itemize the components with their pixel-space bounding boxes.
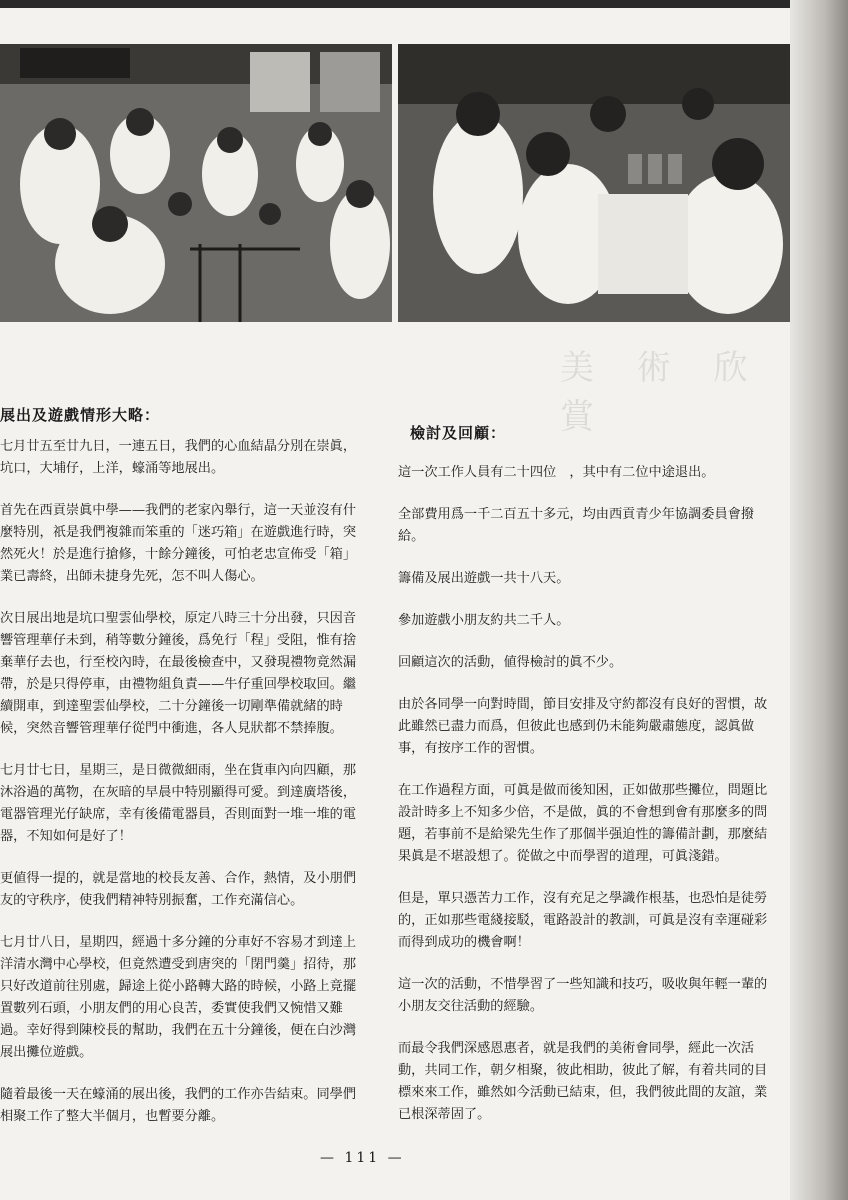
left-column — [0, 436, 368, 1148]
paragraph: 這一次的活動，不惜學習了一些知識和技巧，吸收與年輕一輩的小朋友交往活動的經驗。 — [398, 977, 768, 1014]
paragraph: 次日展出地是坑口聖雲仙學校，原定八時三十分出發，只因音響管理華仔未到，稍等數分鐘後，爲免行「程」受阻，惟有捨棄華仔去也，行至校內時，在最後檢查中，又發現禮物竟然漏帶，於是只得停車，由禮物組負責——牛仔重回學校取回。繼續開車，到達聖雲仙學校，二十分鐘後一切剛準備就緒的時候，突然音響管理華仔從門中衝進，各人見狀都不禁捧腹。 — [0, 611, 357, 736]
photo-classroom-crowd — [0, 44, 392, 322]
paragraph: 但是，單只憑苦力工作，沒有充足之學識作根基，也恐怕是徒勞的，正如那些電綫接駁，電路設計的教訓，可眞是沒有幸運碰彩而得到成功的機會啊！ — [398, 891, 768, 950]
right-column — [398, 462, 770, 1146]
paragraph: 七月廿五至廿九日，一連五日，我們的心血結晶分別在崇眞，坑口，大埔仔，上洋，蠔涌等地展出。 — [0, 439, 357, 476]
paragraph: 全部費用爲一千二百五十多元，均由西貢青少年協調委員會撥給。 — [398, 507, 755, 544]
paragraph: 而最令我們深感恩惠者，就是我們的美術會同學，經此一次活動，共同工作，朝夕相聚，彼此相助，彼此了解，有着共同的目標來來工作，雖然如今活動已結束，但，我們彼此間的友誼，業已根深蒂固了。 — [398, 1041, 768, 1122]
paragraph: 七月廿七日，星期三，是日微微細雨，坐在貨車內向四顧，那沐浴過的萬物，在灰暗的早晨中特別顯得可愛。到達廣塔後，電器管理光仔缺席，幸有後備電器員，否則面對一堆一堆的電器，不知如何是好了！ — [0, 763, 357, 844]
page-edge-shadow — [790, 0, 848, 1200]
paragraph: 更値得一提的，就是當地的校長友善、合作，熱情，及小朋們友的守秩序，使我們精神特別振奮，工作充滿信心。 — [0, 871, 357, 908]
paragraph: 隨着最後一天在蠔涌的展出後，我們的工作亦告結束。同學們相聚工作了整大半個月，也暫要分離。 — [0, 1087, 357, 1124]
paragraph: 七月廿八日，星期四，經過十多分鐘的分車好不容易才到達上洋清水灣中心學校，但竟然遭受到唐突的「閉門羹」招待，那只好改道前往別處，歸途上從小路轉大路的時候，小路上竟擺置數列石頭，小朋友們的用心良苦，委實使我們又惋惜又難過。幸好得到陳校長的幫助，我們在五十分鐘後，便在白沙灣展出攤位遊戲。 — [0, 935, 357, 1060]
paragraph: 在工作過程方面，可眞是做而後知困，正如做那些攤位，問題比設計時多上不知多少倍，不是做，眞的不會想到會有那麼多的問題，若事前不是給梁先生作了那個半强迫性的籌備計劃，那麼結果眞是不堪設想了。從做之中而學習的道理，可眞淺錯。 — [398, 783, 768, 864]
paragraph: 參加遊戲小朋友約共二千人。 — [398, 613, 570, 628]
paragraph: 由於各同學一向對時間，節目安排及守約都沒有良好的習慣，故此雖然已盡力而爲，但彼此也感到仍未能夠嚴肅態度，認眞做事，有按序工作的習慣。 — [398, 697, 768, 756]
left-heading: 展出及遊戲情形大略： — [0, 406, 161, 424]
paragraph: 籌備及展出遊戲一共十八天。 — [398, 571, 570, 586]
paragraph: 首先在西貢崇眞中學——我們的老家內舉行，這一天並沒有什麼特別，祇是我們複雜而笨重的「迷巧箱」在遊戲進行時，突然死火！於是進行搶修，十餘分鐘後，可怕老忠宣佈受「箱」業已壽終，出師未捷身先死，怎不叫人傷心。 — [0, 503, 357, 584]
watermark-text: 美 術 欣 賞 — [560, 348, 764, 437]
paragraph: 回顧這次的活動，値得檢討的眞不少。 — [398, 655, 623, 670]
right-heading: 檢討及回顧： — [410, 424, 507, 442]
photo-children-game-booth — [398, 44, 790, 322]
paragraph: 這一次工作人員有二十四位 ，其中有二位中途退出。 — [398, 465, 715, 480]
page-number: — 111 — — [320, 1150, 405, 1166]
top-border — [0, 0, 790, 8]
